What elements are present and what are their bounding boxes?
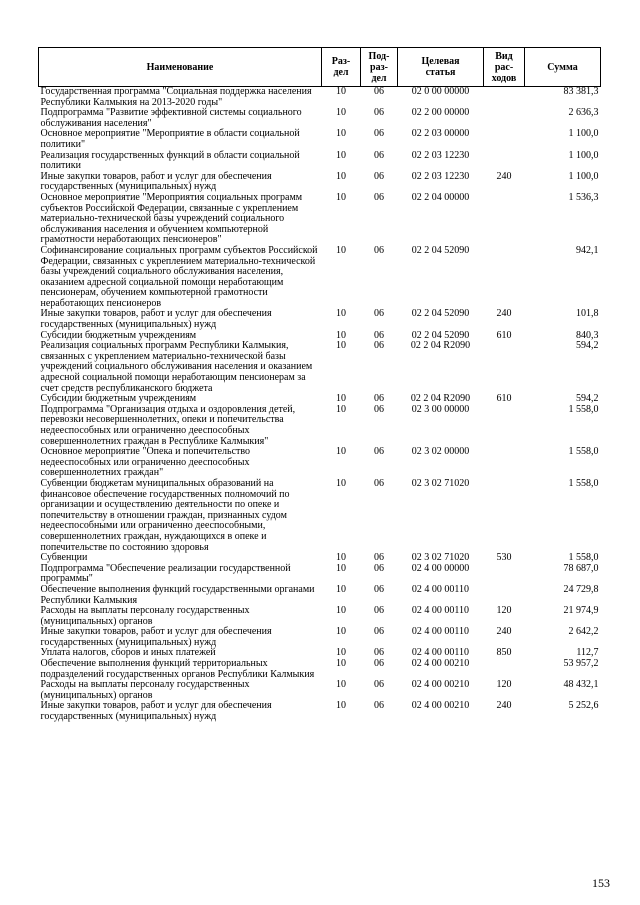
row-name-cell: Иные закупки товаров, работ и услуг для обеспечения государственных (муниципальных) нужд xyxy=(40,626,272,648)
row-podrazdel-cell: 06 xyxy=(374,244,384,256)
row-razdel-cell: 10 xyxy=(336,403,346,415)
table-row xyxy=(39,405,601,447)
row-name-cell: Основное мероприятие "Опека и попечительство недееспособных или ограниченно дееспособных совершеннолетних граждан" xyxy=(40,446,251,479)
row-podrazdel-cell: 06 xyxy=(374,658,384,670)
row-razdel-cell: 10 xyxy=(336,552,346,564)
table-row xyxy=(39,309,601,330)
row-name-cell: Основное мероприятие "Мероприятия социальных программ субъектов Российской Федерации, связанные с укреплением материально-технической базы учреждений социального обслуживания населения и обучением компьютерной грамотности неработающих пенсионеров" xyxy=(40,191,303,246)
row-sum-cell: 594,2 xyxy=(576,340,599,352)
row-name-cell: Субсидии бюджетным учреждениям xyxy=(40,329,197,341)
row-podrazdel-cell: 06 xyxy=(374,340,384,352)
table-row xyxy=(39,87,601,109)
row-razdel-cell: 10 xyxy=(336,562,346,574)
row-podrazdel-cell: 06 xyxy=(374,446,384,458)
row-podrazdel-cell: 06 xyxy=(374,128,384,140)
row-razdel-cell: 10 xyxy=(336,86,346,97)
page-number: 153 xyxy=(592,876,610,890)
row-name-cell: Уплата налогов, сборов и иных платежей xyxy=(40,647,216,659)
row-sum-cell: 48 432,1 xyxy=(563,679,599,691)
row-name-cell: Субвенции бюджетам муниципальных образований на финансовое обеспечение государственных полномочий по организации и осуществлению деятельности по опеке и попечительству в отношении граждан, признанных судом недееспособными или ограниченно дееспособными, совершеннолетних граждан, нуждающихся в опеке и попечительстве по состоянию здоровья xyxy=(40,477,290,553)
row-expense-type-cell: 120 xyxy=(496,605,512,617)
row-razdel-cell: 10 xyxy=(336,477,346,489)
row-sum-cell: 594,2 xyxy=(576,393,599,405)
table-row xyxy=(39,680,601,701)
table-header-row xyxy=(39,48,601,87)
row-podrazdel-cell: 06 xyxy=(374,393,384,405)
row-podrazdel-cell: 06 xyxy=(374,679,384,691)
row-target-article-cell: 02 0 00 00000 xyxy=(411,86,470,97)
table-row xyxy=(39,172,601,193)
row-sum-cell: 5 252,6 xyxy=(568,700,599,712)
row-razdel-cell: 10 xyxy=(336,340,346,352)
header-name: Наименование xyxy=(39,48,322,87)
row-razdel-cell: 10 xyxy=(336,149,346,161)
row-expense-type-cell xyxy=(484,341,525,394)
row-razdel-cell: 10 xyxy=(336,658,346,670)
row-name-cell: Субвенции xyxy=(40,552,88,564)
header-expense-type: Вид рас- ходов xyxy=(484,48,525,87)
row-sum-cell: 112,7 xyxy=(576,647,599,659)
row-razdel-cell: 10 xyxy=(336,191,346,203)
row-sum-cell: 1 100,0 xyxy=(568,149,599,161)
table-row xyxy=(39,341,601,394)
row-razdel-cell: 10 xyxy=(336,329,346,341)
row-target-article-cell: 02 4 00 00210 xyxy=(411,679,470,691)
row-podrazdel-cell: 06 xyxy=(374,605,384,617)
row-podrazdel-cell: 06 xyxy=(374,583,384,595)
row-sum-cell: 1 558,0 xyxy=(568,477,599,489)
row-sum-cell: 24 729,8 xyxy=(563,583,599,595)
row-name-cell: Расходы на выплаты персоналу государственных (муниципальных) органов xyxy=(40,605,250,627)
row-target-article-cell: 02 4 00 00110 xyxy=(411,583,470,595)
row-expense-type-cell: 240 xyxy=(496,170,512,182)
row-razdel-cell: 10 xyxy=(336,647,346,659)
row-expense-type-cell xyxy=(484,193,525,246)
table-row xyxy=(39,659,601,680)
row-razdel-cell: 10 xyxy=(336,128,346,140)
row-target-article-cell: 02 4 00 00000 xyxy=(411,562,470,574)
row-target-article-cell: 02 3 02 00000 xyxy=(411,446,470,458)
row-name-cell: Иные закупки товаров, работ и услуг для обеспечения государственных (муниципальных) нужд xyxy=(40,308,272,331)
row-expense-type-cell xyxy=(484,151,525,172)
row-sum-cell: 53 957,2 xyxy=(563,658,599,670)
table-body xyxy=(39,87,601,723)
row-target-article-cell: 02 4 00 00110 xyxy=(411,605,470,617)
row-expense-type-cell xyxy=(484,405,525,447)
row-podrazdel-cell: 06 xyxy=(374,149,384,161)
row-sum-cell: 1 100,0 xyxy=(568,170,599,182)
row-expense-type-cell xyxy=(484,564,525,585)
row-expense-type-cell xyxy=(484,246,525,310)
row-target-article-cell: 02 2 03 12230 xyxy=(411,149,470,161)
table-row xyxy=(39,108,601,129)
row-podrazdel-cell: 06 xyxy=(374,107,384,119)
row-expense-type-cell: 120 xyxy=(496,679,512,691)
row-name-cell: Основное мероприятие "Мероприятие в области социальной политики" xyxy=(40,128,300,150)
row-name-cell: Обеспечение выполнения функций государственными органами Республики Калмыкия xyxy=(40,583,315,606)
row-target-article-cell: 02 2 04 00000 xyxy=(411,191,470,203)
row-podrazdel-cell: 06 xyxy=(374,191,384,203)
row-podrazdel-cell: 06 xyxy=(374,308,384,320)
row-razdel-cell: 10 xyxy=(336,679,346,691)
row-razdel-cell: 10 xyxy=(336,107,346,119)
row-expense-type-cell: 240 xyxy=(496,626,512,638)
row-target-article-cell: 02 2 04 52090 xyxy=(411,308,470,320)
row-name-cell: Иные закупки товаров, работ и услуг для обеспечения государственных (муниципальных) нужд xyxy=(40,700,272,723)
table-row xyxy=(39,447,601,479)
table-row xyxy=(39,606,601,627)
row-podrazdel-cell: 06 xyxy=(374,86,384,97)
row-sum-cell: 1 100,0 xyxy=(568,128,599,140)
row-sum-cell: 78 687,0 xyxy=(563,562,599,574)
row-target-article-cell: 02 4 00 00210 xyxy=(411,700,470,712)
row-razdel-cell: 10 xyxy=(336,308,346,320)
row-podrazdel-cell: 06 xyxy=(374,329,384,341)
row-sum-cell: 1 536,3 xyxy=(568,191,599,203)
header-target-article: Целевая статья xyxy=(398,48,484,87)
table-row xyxy=(39,193,601,246)
row-name-cell: Софинансирование социальных программ субъектов Российской Федерации, связанных с укреплением материально-технической базы учреждений социального обслуживания населения, оказанием адресной социальной помощи неработающим пенсионерам, обучением компьютерной грамотности неработающих пенсионеров xyxy=(40,244,318,309)
row-sum-cell: 2 642,2 xyxy=(568,626,599,638)
row-expense-type-cell: 610 xyxy=(496,393,512,405)
row-name-cell: Субсидии бюджетным учреждениям xyxy=(40,393,197,405)
row-podrazdel-cell: 06 xyxy=(374,626,384,638)
row-target-article-cell: 02 2 04 R2090 xyxy=(410,340,471,352)
row-expense-type-cell: 530 xyxy=(496,552,512,564)
row-razdel-cell: 10 xyxy=(336,446,346,458)
row-name-cell: Обеспечение выполнения функций территориальных подразделений государственных органов Республики Калмыкия xyxy=(40,658,315,680)
row-target-article-cell: 02 2 03 12230 xyxy=(411,170,470,182)
row-razdel-cell: 10 xyxy=(336,170,346,182)
header-sum: Сумма xyxy=(525,48,601,87)
row-name-cell: Реализация социальных программ Республики Калмыкия, связанных с укреплением материально-технической базы учреждений социального обслуживания населения и оказанием адресной социальной помощи неработающим пенсионерам за счет средств республиканского бюджета xyxy=(40,340,313,394)
row-sum-cell: 2 636,3 xyxy=(568,107,599,119)
row-expense-type-cell: 240 xyxy=(496,700,512,712)
table-row xyxy=(39,701,601,722)
header-podrazdel: Под- раз- дел xyxy=(361,48,398,87)
table-row xyxy=(39,246,601,310)
row-razdel-cell: 10 xyxy=(336,583,346,595)
row-expense-type-cell xyxy=(484,585,525,606)
row-expense-type-cell xyxy=(484,87,525,109)
row-name-cell: Расходы на выплаты персоналу государственных (муниципальных) органов xyxy=(40,679,250,701)
row-sum-cell: 1 558,0 xyxy=(568,552,599,564)
row-name-cell: Государственная программа "Социальная поддержка населения Республики Калмыкия на 2013-2020 годы" xyxy=(40,86,312,108)
row-expense-type-cell xyxy=(484,129,525,150)
row-target-article-cell: 02 3 02 71020 xyxy=(411,477,470,489)
table-row xyxy=(39,627,601,648)
row-expense-type-cell: 240 xyxy=(496,308,512,320)
row-podrazdel-cell: 06 xyxy=(374,477,384,489)
row-expense-type-cell xyxy=(484,447,525,479)
row-podrazdel-cell: 06 xyxy=(374,562,384,574)
row-target-article-cell: 02 2 00 00000 xyxy=(411,107,470,119)
table-row xyxy=(39,129,601,150)
row-expense-type-cell xyxy=(484,108,525,129)
row-sum-cell: 83 381,3 xyxy=(563,86,599,97)
row-name-cell: Иные закупки товаров, работ и услуг для обеспечения государственных (муниципальных) нужд xyxy=(40,170,272,193)
row-razdel-cell: 10 xyxy=(336,626,346,638)
row-razdel-cell: 10 xyxy=(336,393,346,405)
table-row xyxy=(39,564,601,585)
row-razdel-cell: 10 xyxy=(336,700,346,712)
row-podrazdel-cell: 06 xyxy=(374,647,384,659)
row-expense-type-cell: 850 xyxy=(496,647,512,659)
row-expense-type-cell xyxy=(484,659,525,680)
row-razdel-cell: 10 xyxy=(336,244,346,256)
row-name-cell: Реализация государственных функций в области социальной политики xyxy=(40,149,300,172)
row-podrazdel-cell: 06 xyxy=(374,552,384,564)
row-podrazdel-cell: 06 xyxy=(374,700,384,712)
row-sum-cell: 101,8 xyxy=(576,308,599,320)
table-row xyxy=(39,585,601,606)
row-sum-cell: 21 974,9 xyxy=(563,605,599,617)
row-name-cell: Подпрограмма "Обеспечение реализации государственной программы" xyxy=(40,562,291,585)
budget-table xyxy=(38,47,601,723)
row-podrazdel-cell: 06 xyxy=(374,170,384,182)
row-target-article-cell: 02 2 04 R2090 xyxy=(410,393,471,405)
row-target-article-cell: 02 2 03 00000 xyxy=(411,128,470,140)
table-row xyxy=(39,479,601,553)
row-razdel-cell: 10 xyxy=(336,605,346,617)
row-target-article-cell: 02 2 04 52090 xyxy=(411,329,470,341)
row-target-article-cell: 02 4 00 00210 xyxy=(411,658,470,670)
row-expense-type-cell xyxy=(484,479,525,553)
table-row xyxy=(39,151,601,172)
row-target-article-cell: 02 4 00 00110 xyxy=(411,626,470,638)
row-name-cell: Подпрограмма "Развитие эффективной системы социального обслуживания населения" xyxy=(40,107,302,129)
row-target-article-cell: 02 3 02 71020 xyxy=(411,552,470,564)
row-sum-cell: 1 558,0 xyxy=(568,403,599,415)
row-target-article-cell: 02 3 00 00000 xyxy=(411,403,470,415)
row-sum-cell: 1 558,0 xyxy=(568,446,599,458)
row-target-article-cell: 02 4 00 00110 xyxy=(411,647,470,659)
row-target-article-cell: 02 2 04 52090 xyxy=(411,244,470,256)
row-sum-cell: 840,3 xyxy=(576,329,599,341)
row-sum-cell: 942,1 xyxy=(576,244,599,256)
row-name-cell: Подпрограмма "Организация отдыха и оздоровления детей, перевозки несовершеннолетних, опеки и попечительства недееспособных или ограниченно дееспособных совершеннолетних граждан в Республике Калмыкия" xyxy=(40,403,296,447)
header-razdel: Раз- дел xyxy=(322,48,361,87)
row-expense-type-cell: 610 xyxy=(496,329,512,341)
row-podrazdel-cell: 06 xyxy=(374,403,384,415)
